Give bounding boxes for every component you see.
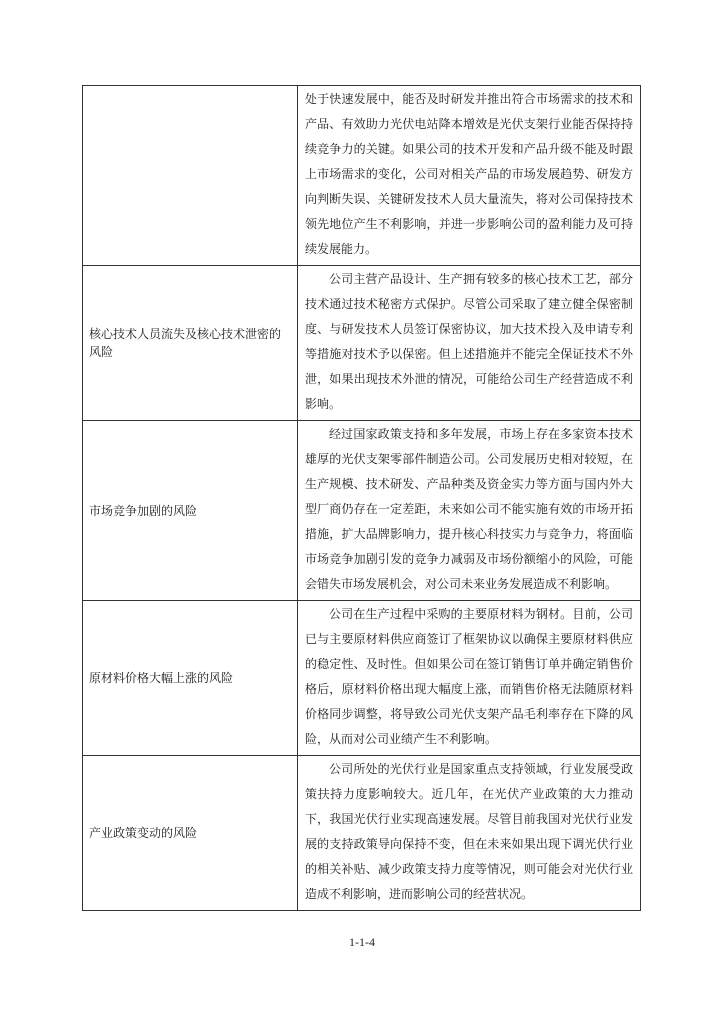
- table-row: [83, 266, 641, 421]
- risk-label: 市场竞争加剧的风险: [83, 421, 298, 601]
- risk-label: 产业政策变动的风险: [83, 756, 298, 911]
- table-row: [83, 86, 641, 266]
- risk-description: 经过国家政策支持和多年发展，市场上存在多家资本技术雄厚的光伏支架零部件制造公司。公司发展历史相对较短，在生产规模、技术研发、产品种类及资金实力等方面与国内外大型厂商仍存在一定差距，未来如公司不能实施有效的市场开拓措施，扩大品牌影响力，提升核心科技实力与竞争力，将面临市场竞争加剧引发的竞争力减弱及市场份额缩小的风险，可能会错失市场发展机会，对公司未来业务发展造成不利影响。: [298, 421, 641, 601]
- risk-label: [83, 86, 298, 266]
- table-row: [83, 421, 641, 601]
- risk-description: 处于快速发展中，能否及时研发并推出符合市场需求的技术和产品、有效助力光伏电站降本增效是光伏支架行业能否保持持续竞争力的关键。如果公司的技术开发和产品升级不能及时跟上市场需求的变化，公司对相关产品的市场发展趋势、研发方向判断失误、关键研发技术人员大量流失，将对公司保持技术领先地位产生不利影响，并进一步影响公司的盈利能力及可持续发展能力。: [298, 86, 641, 266]
- table-row: [83, 756, 641, 911]
- risk-description: 公司所处的光伏行业是国家重点支持领域，行业发展受政策扶持力度影响较大。近几年，在光伏产业政策的大力推动下，我国光伏行业实现高速发展。尽管目前我国对光伏行业发展的支持政策导向保持不变，但在未来如果出现下调光伏行业的相关补贴、减少政策支持力度等情况，则可能会对光伏行业造成不利影响，进而影响公司的经营状况。: [298, 756, 641, 911]
- table-row: [83, 601, 641, 756]
- risk-description: 公司在生产过程中采购的主要原材料为钢材。目前，公司已与主要原材料供应商签订了框架协议以确保主要原材料供应的稳定性、及时性。但如果公司在签订销售订单并确定销售价格后，原材料价格出现大幅度上涨，而销售价格无法随原材料价格同步调整，将导致公司光伏支架产品毛利率存在下降的风险，从而对公司业绩产生不利影响。: [298, 601, 641, 756]
- risk-description: 公司主营产品设计、生产拥有较多的核心技术工艺，部分技术通过技术秘密方式保护。尽管公司采取了建立健全保密制度、与研发技术人员签订保密协议，加大技术投入及申请专利等措施对技术予以保密。但上述措施并不能完全保证技术不外泄，如果出现技术外泄的情况，可能给公司生产经营造成不利影响。: [298, 266, 641, 421]
- risk-label: 原材料价格大幅上涨的风险: [83, 601, 298, 756]
- page-number: 1-1-4: [349, 935, 375, 949]
- risk-table: [82, 85, 641, 911]
- risk-label: 核心技术人员流失及核心技术泄密的风险: [83, 266, 298, 421]
